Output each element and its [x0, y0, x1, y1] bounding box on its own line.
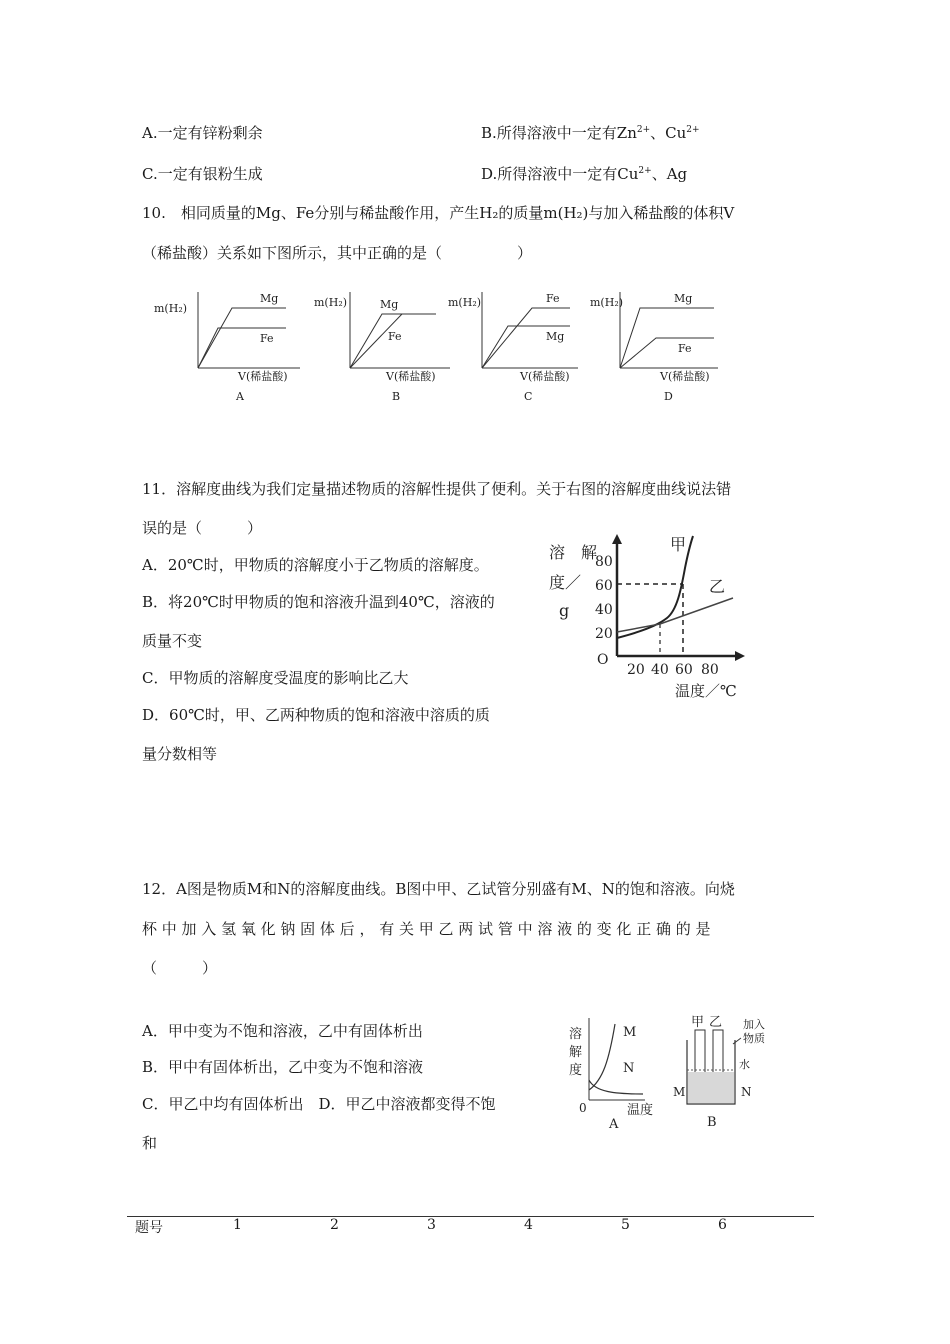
fig-b-right-n: N	[741, 1085, 752, 1099]
add-label-1: 加入	[743, 1018, 765, 1031]
tube-jia-label: 甲	[691, 1015, 705, 1030]
q9-option-a: A.一定有锌粉剩余	[142, 124, 263, 142]
q12-option-cd: C．甲乙中均有固体析出 D．甲乙中溶液都变得不饱	[142, 1095, 496, 1113]
q11-option-d-line1: D．60℃时，甲、乙两种物质的饱和溶液中溶质的质	[142, 706, 490, 724]
table-col-5: 5	[621, 1217, 630, 1233]
q10-graphs	[150, 282, 730, 407]
fig-a-letter: A	[609, 1117, 619, 1132]
q12-option-b: B．甲中有固体析出，乙中变为不饱和溶液	[142, 1058, 424, 1076]
table-col-1: 1	[233, 1217, 242, 1233]
q10-stem-line1: 10. 相同质量的Mg、Fe分别与稀盐酸作用，产生H₂的质量m(H₂)与加入稀盐酸的体积V	[142, 204, 735, 222]
q10-stem-line2: （稀盐酸）关系如下图所示，其中正确的是（ ）	[142, 244, 533, 262]
curve-n-label: N	[623, 1061, 635, 1076]
q11-option-d-line2: 量分数相等	[142, 745, 218, 763]
q10-graph-lower-label: Fe	[260, 332, 274, 345]
q10-graph-lower-label: Fe	[678, 342, 692, 355]
q9-option-c: C.一定有银粉生成	[142, 165, 263, 183]
q10-graph-letter: B	[392, 390, 401, 403]
table-col-4: 4	[524, 1217, 533, 1233]
q10-graph-upper-label: Mg	[674, 292, 693, 305]
fig-a-ylabel-2: 解	[569, 1045, 583, 1060]
q10-graph-lower-label: Mg	[546, 330, 565, 343]
table-top-border	[127, 1216, 814, 1217]
q11-option-a: A．20℃时，甲物质的溶解度小于乙物质的溶解度。	[142, 556, 489, 574]
q12-stem-line2: 杯 中 加 入 氢 氧 化 钠 固 体 后 ， 有 关 甲 乙 两 试 管 中 溶 液 的 变 化 正 确 的 是	[142, 920, 711, 938]
tube-yi-label: 乙	[709, 1015, 723, 1030]
q10-graph-xlabel: V(稀盐酸)	[520, 370, 570, 383]
y-tick-80: 80	[595, 554, 613, 570]
water-label: 水	[739, 1058, 750, 1071]
q12-option-cd-line2: 和	[142, 1134, 158, 1152]
q10-graph-letter: A	[236, 390, 244, 403]
q10-graph-b	[314, 292, 450, 403]
fig-b-left-m: M	[673, 1085, 686, 1099]
q12-stem-line1: 12．A图是物质M和N的溶解度曲线。B图中甲、乙试管分别盛有M、N的饱和溶液。向烧	[142, 880, 735, 898]
origin-label: O	[597, 652, 609, 668]
fig-a-xlabel: 温度	[627, 1103, 654, 1118]
q9-option-b: B.所得溶液中一定有$Zn^{2+}$、$Cu^{2+}$	[481, 124, 700, 142]
q10-graph-lower-label: Fe	[388, 330, 402, 343]
q12-fig-a	[569, 1018, 653, 1132]
q12-stem-line3: （ ）	[142, 959, 218, 977]
curve-jia-label: 甲	[670, 535, 687, 554]
q11-stem-line1: 11．溶解度曲线为我们定量描述物质的溶解性提供了便利。关于右图的溶解度曲线说法错	[142, 480, 732, 498]
q11-option-c: C．甲物质的溶解度受温度的影响比乙大	[142, 669, 409, 687]
q10-graph-xlabel: V(稀盐酸)	[660, 370, 710, 383]
q10-graph-letter: D	[664, 390, 673, 403]
q9-option-d: D.所得溶液中一定有$Cu^{2+}$、Ag	[481, 165, 688, 183]
curve-yi-label: 乙	[709, 577, 726, 596]
q10-graph-upper-label: Mg	[380, 298, 399, 311]
y-tick-60: 60	[595, 578, 613, 594]
q10-graph-a	[154, 292, 300, 403]
fig-a-ylabel-3: 度	[569, 1063, 583, 1078]
q10-graph-ylabel: m(H₂)	[154, 302, 188, 315]
q10-graph-letter: C	[524, 390, 533, 403]
q12-fig-b	[673, 1015, 765, 1130]
q11-solubility-chart	[545, 528, 775, 704]
q10-graph-ylabel: m(H₂)	[590, 296, 624, 309]
table-header: 题号	[135, 1220, 163, 1236]
chart-ylabel-1: 溶 解	[549, 543, 598, 562]
table-col-3: 3	[427, 1217, 436, 1233]
fig-a-origin: 0	[579, 1101, 587, 1115]
y-tick-40: 40	[595, 602, 613, 618]
q10-graph-ylabel: m(H₂)	[448, 296, 482, 309]
x-tick-80: 80	[701, 662, 719, 678]
q10-graph-d	[590, 292, 718, 403]
q10-graph-c	[448, 292, 578, 403]
q11-option-b-line1: B．将20℃时甲物质的饱和溶液升温到40℃，溶液的	[142, 593, 495, 611]
q12-figures	[565, 1010, 785, 1132]
q11-stem-line2: 误的是（ ）	[142, 519, 263, 537]
add-label-2: 物质	[743, 1032, 765, 1045]
x-tick-20: 20	[627, 662, 645, 678]
table-col-6: 6	[718, 1217, 727, 1233]
fig-b-letter: B	[707, 1115, 717, 1130]
chart-ylabel-2: 度／	[549, 573, 582, 592]
x-ticks	[627, 662, 719, 678]
curve-m-label: M	[623, 1025, 637, 1040]
chart-xlabel: 温度／℃	[675, 682, 737, 700]
q10-graph-xlabel: V(稀盐酸)	[238, 370, 288, 383]
q10-graph-ylabel: m(H₂)	[314, 296, 348, 309]
y-ticks	[595, 554, 613, 642]
q12-option-a: A．甲中变为不饱和溶液，乙中有固体析出	[142, 1022, 423, 1040]
x-tick-60: 60	[675, 662, 693, 678]
q10-graph-xlabel: V(稀盐酸)	[386, 370, 436, 383]
q10-graph-upper-label: Fe	[546, 292, 560, 305]
x-tick-40: 40	[651, 662, 669, 678]
q11-option-b-line2: 质量不变	[142, 632, 203, 650]
q10-graph-upper-label: Mg	[260, 292, 279, 305]
chart-ylabel-3: g	[559, 601, 570, 620]
table-col-2: 2	[330, 1217, 339, 1233]
fig-a-ylabel-1: 溶	[569, 1027, 583, 1042]
y-tick-20: 20	[595, 626, 613, 642]
